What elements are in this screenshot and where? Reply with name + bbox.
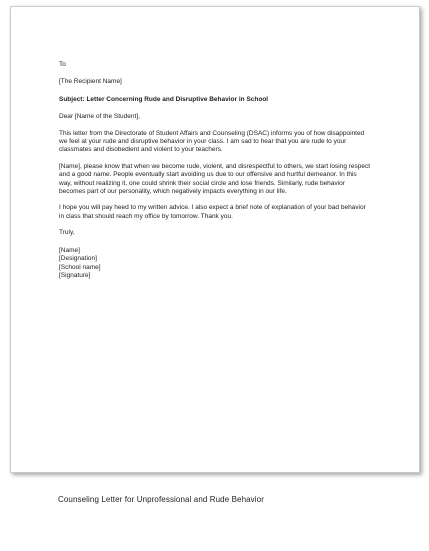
signature-designation: [Designation] [59, 255, 97, 263]
signature-line: [Signature] [59, 271, 91, 279]
salutation: Dear [Name of the Student], [59, 113, 140, 121]
closing: Truly, [59, 229, 75, 237]
page-caption: Counseling Letter for Unprofessional and Rude Behavior [58, 495, 264, 504]
signature-name: [Name] [59, 246, 80, 254]
to-label: To [59, 61, 66, 68]
recipient-name: [The Recipient Name] [59, 78, 122, 86]
paragraph-1: This letter from the Directorate of Student Affairs and Counseling (DSAC) informs you of how disappointed we feel at your rude and disruptive behavior in your class. I am sad to hear that you are rude to your classmates and disobedient and violent to your teachers. [59, 129, 365, 154]
signature-school-name: [School name] [59, 263, 101, 271]
signature-block [59, 247, 371, 281]
letter-subject: Subject: Letter Concerning Rude and Disruptive Behavior in School [59, 95, 269, 103]
document-page [10, 6, 420, 473]
paragraph-2: [Name], please know that when we become rude, violent, and disrespectful to others, we start losing respect and a good name. People eventually start avoiding us due to our offensive and hurtful demeanor. In this way, without realizing it, one could shrink their social circle and lose friends. Similarly, rude behavior becomes part of our personality, which negatively impacts everything in our life. [59, 162, 371, 196]
paragraph-3: I hope you will pay heed to my written advice. I also expect a brief note of explanation of your bad behavior in class that should reach my office by tomorrow. Thank you. [59, 204, 366, 220]
letter-body [59, 61, 371, 280]
